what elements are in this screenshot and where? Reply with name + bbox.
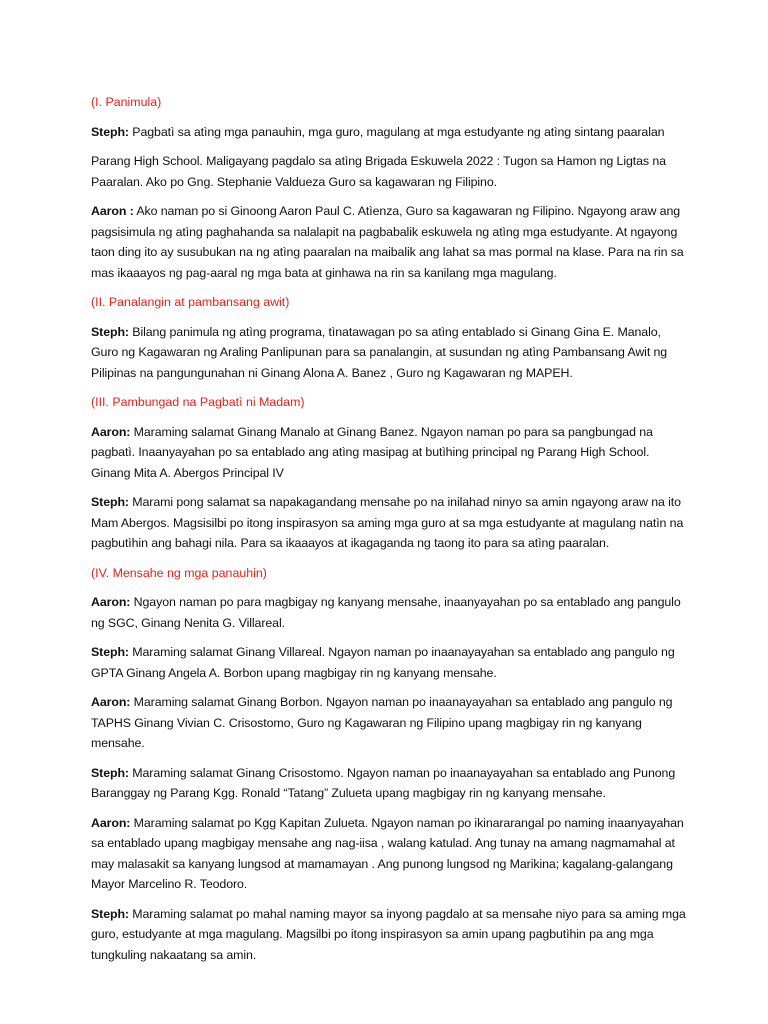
paragraph <box>91 813 691 895</box>
paragraph-text: Ako naman po si Ginoong Aaron Paul C. Atìenza, Guro sa kagawaran ng Filipino. Ngayong araw ang pagsisimula ng atìng paghahanda sa nalalapit na pagbabalik eskuwela ng atìng mga estudyante. At ngayong taon ding ito ay susubukan na ng atìng paaralan na maibalik ang lahat sa mas pormal na klase. Para na rin sa mas ikaaayos ng pag-aaral ng mga bata at ginhawa na rin sa kanilang mga magulang. <box>91 204 684 280</box>
paragraph <box>91 492 691 554</box>
paragraph-text: Maraming salamat Ginang Villareal. Ngayon naman po inaanayayahan sa entablado ang pangulo ng GPTA Ginang Angela A. Borbon upang magbigay rin ng kanyang mensahe. <box>91 645 675 680</box>
paragraph <box>91 763 691 804</box>
paragraph <box>91 201 691 283</box>
paragraph <box>91 151 691 192</box>
paragraph <box>91 422 691 484</box>
document-body <box>91 92 691 974</box>
paragraph-text: Parang High School. Maligayang pagdalo sa atìng Brigada Eskuwela 2022 : Tugon sa Hamon ng Ligtas na Paaralan. Ako po Gng. Stephanie Valdueza Guro sa kagawaran ng Filipino. <box>91 154 666 189</box>
paragraph-text: Maraming salamat po Kgg Kapitan Zulueta. Ngayon naman po ikinararangal po naming inaanyayahan sa entablado upang magbigay mensahe ang nag-iisa , walang katulad. Ang tunay na amang nagmamahal at may malasakit sa kanyang lungsod at mamamayan . Ang punong lungsod ng Marikina; kagalang-galangang Mayor Marcelino R. Teodoro. <box>91 815 684 891</box>
paragraph-text: Maraming salamat Ginang Crisostomo. Ngayon naman po inaanayayahan sa entablado ang Punong Baranggay ng Parang Kgg. Ronald “Tatang” Zulueta upang magbigay rin ng kanyang mensahe. <box>91 765 676 800</box>
paragraph <box>91 592 691 633</box>
speaker-label: Steph: <box>91 645 129 659</box>
speaker-label: Steph: <box>91 124 129 139</box>
section-heading: (I. Panimula) <box>91 95 162 109</box>
paragraph-text: Bilang panimula ng atìng programa, tìnatawagan po sa atìng entablado si Ginang Gina E. Manalo, Guro ng Kagawaran ng Araling Panlipunan para sa panalangin, at susundan ng atìng Pambansang Awit ng Pilipinas na pangungunahan ni Ginang Alona A. Banez , Guro ng Kagawaran ng MAPEH. <box>91 324 668 380</box>
paragraph-text: Maraming salamat Ginang Borbon. Ngayon naman po inaanayayahan sa entablado ang pangulo ng TAPHS Ginang Vivian C. Crisostomo, Guro ng Kagawaran ng Filipino upang magbigay rin ng kanyang mensahe. <box>91 695 673 750</box>
speaker-label: Aaron : <box>91 204 134 218</box>
speaker-label: Steph: <box>91 324 129 339</box>
speaker-label: Aaron: <box>91 815 131 830</box>
section-heading: (II. Panalangin at pambansang awit) <box>91 295 290 309</box>
paragraph <box>91 904 691 966</box>
speaker-label: Steph: <box>91 906 129 921</box>
section-heading: (III. Pambungad na Pagbatì ni Madam) <box>91 395 305 409</box>
speaker-label: Aaron: <box>91 424 131 439</box>
paragraph <box>91 692 691 754</box>
paragraph <box>91 642 691 683</box>
paragraph-text: Ngayon naman po para magbigay ng kanyang mensahe, inaanyayahan po sa entablado ang pangulo ng SGC, Ginang Nenita G. Villareal. <box>91 595 681 630</box>
paragraph-text: Marami pong salamat sa napakagandang mensahe po na inilahad ninyo sa amin ngayong araw na ito Mam Abergos. Magsisilbi po itong inspirasyon sa aming mga guro at sa mga estudyante at magulang natìn na pagbutìhin ang bahagi nila. Para sa ikaaayos at ikagaganda ng taong ito para sa atìng paaralan. <box>91 495 684 550</box>
speaker-label: Steph: <box>91 765 129 780</box>
speaker-label: Steph: <box>91 495 129 509</box>
paragraph <box>91 322 691 384</box>
speaker-label: Aaron: <box>91 595 131 609</box>
paragraph-text: Maraming salamat Ginang Manalo at Ginang Banez. Ngayon naman po para sa pangbungad na pagbatì. Inaanyayahan po sa entablado ang atìng masipag at butìhing principal ng Parang High School. Ginang Mita A. Abergos Principal IV <box>91 424 653 480</box>
paragraph <box>91 122 691 143</box>
paragraph-text: Maraming salamat po mahal naming mayor sa inyong pagdalo at sa mensahe niyo para sa aming mga guro, estudyante at mga magulang. Magsilbi po itong inspirasyon sa amin upang pagbutìhin pa ang mga tungkuling nakaatang sa amin. <box>91 906 686 962</box>
speaker-label: Aaron: <box>91 695 131 709</box>
paragraph-text: Pagbatì sa atìng mga panauhin, mga guro, magulang at mga estudyante ng atìng sintang paaralan <box>128 124 665 139</box>
section-heading: (IV. Mensahe ng mga panauhin) <box>91 565 267 580</box>
